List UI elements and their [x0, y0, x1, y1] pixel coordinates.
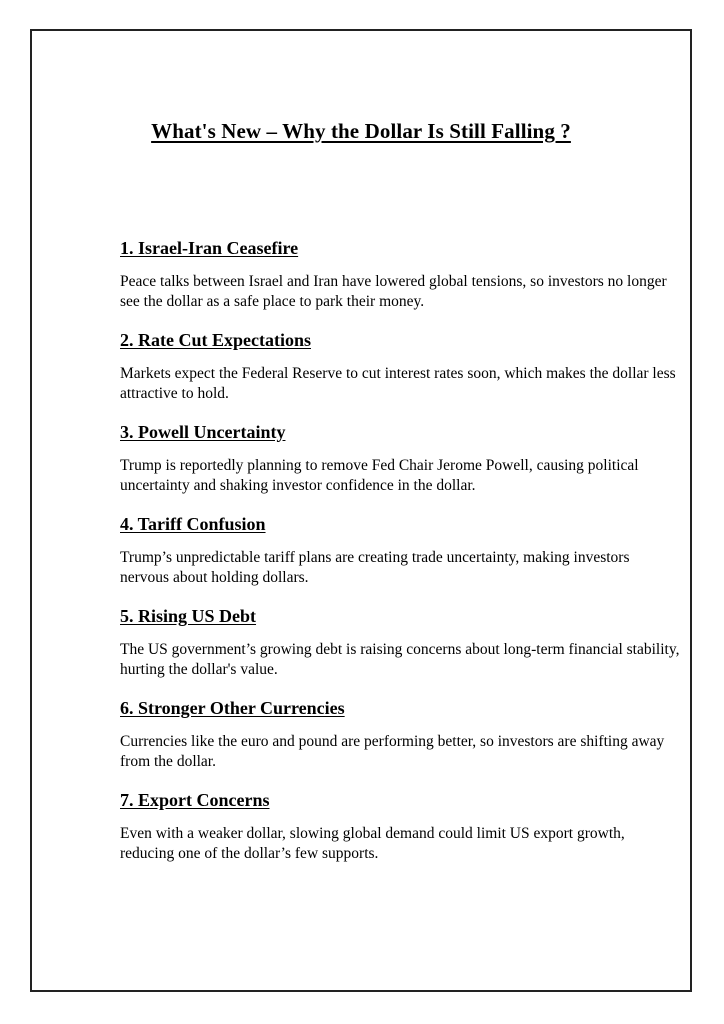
- section-body: Currencies like the euro and pound are performing better, so investors are shifting away from the dollar.: [120, 733, 665, 770]
- section-body: Peace talks between Israel and Iran have lowered global tensions, so investors no longer see the dollar as a safe place to park their money.: [120, 273, 667, 310]
- section-israel-iran-ceasefire: [120, 237, 680, 311]
- section-body: Markets expect the Federal Reserve to cut interest rates soon, which makes the dollar less attractive to hold.: [120, 365, 676, 402]
- section-powell-uncertainty: [120, 421, 680, 495]
- section-tariff-confusion: [120, 513, 680, 587]
- section-body: Trump is reportedly planning to remove Fed Chair Jerome Powell, causing political uncertainty and shaking investor confidence in the dollar.: [120, 457, 639, 494]
- section-body: Trump’s unpredictable tariff plans are creating trade uncertainty, making investors nervous about holding dollars.: [120, 549, 630, 586]
- section-body: Even with a weaker dollar, slowing global demand could limit US export growth, reducing one of the dollar’s few supports.: [120, 825, 625, 862]
- section-heading: 3. Powell Uncertainty: [120, 422, 286, 442]
- section-rate-cut-expectations: [120, 329, 680, 403]
- document-title: What's New – Why the Dollar Is Still Falling ?: [151, 119, 571, 143]
- section-heading: 5. Rising US Debt: [120, 606, 257, 626]
- section-heading: 2. Rate Cut Expectations: [120, 330, 311, 350]
- section-export-concerns: [120, 789, 680, 863]
- section-heading: 1. Israel-Iran Ceasefire: [120, 238, 299, 258]
- section-heading: 4. Tariff Confusion: [120, 514, 266, 534]
- section-body: The US government’s growing debt is raising concerns about long-term financial stability, hurting the dollar's value.: [120, 641, 680, 678]
- section-heading: 7. Export Concerns: [120, 790, 270, 810]
- section-rising-us-debt: [120, 605, 680, 679]
- section-list: [120, 237, 680, 881]
- section-heading: 6. Stronger Other Currencies: [120, 698, 345, 718]
- section-stronger-other-currencies: [120, 697, 680, 771]
- page-border: [30, 29, 692, 992]
